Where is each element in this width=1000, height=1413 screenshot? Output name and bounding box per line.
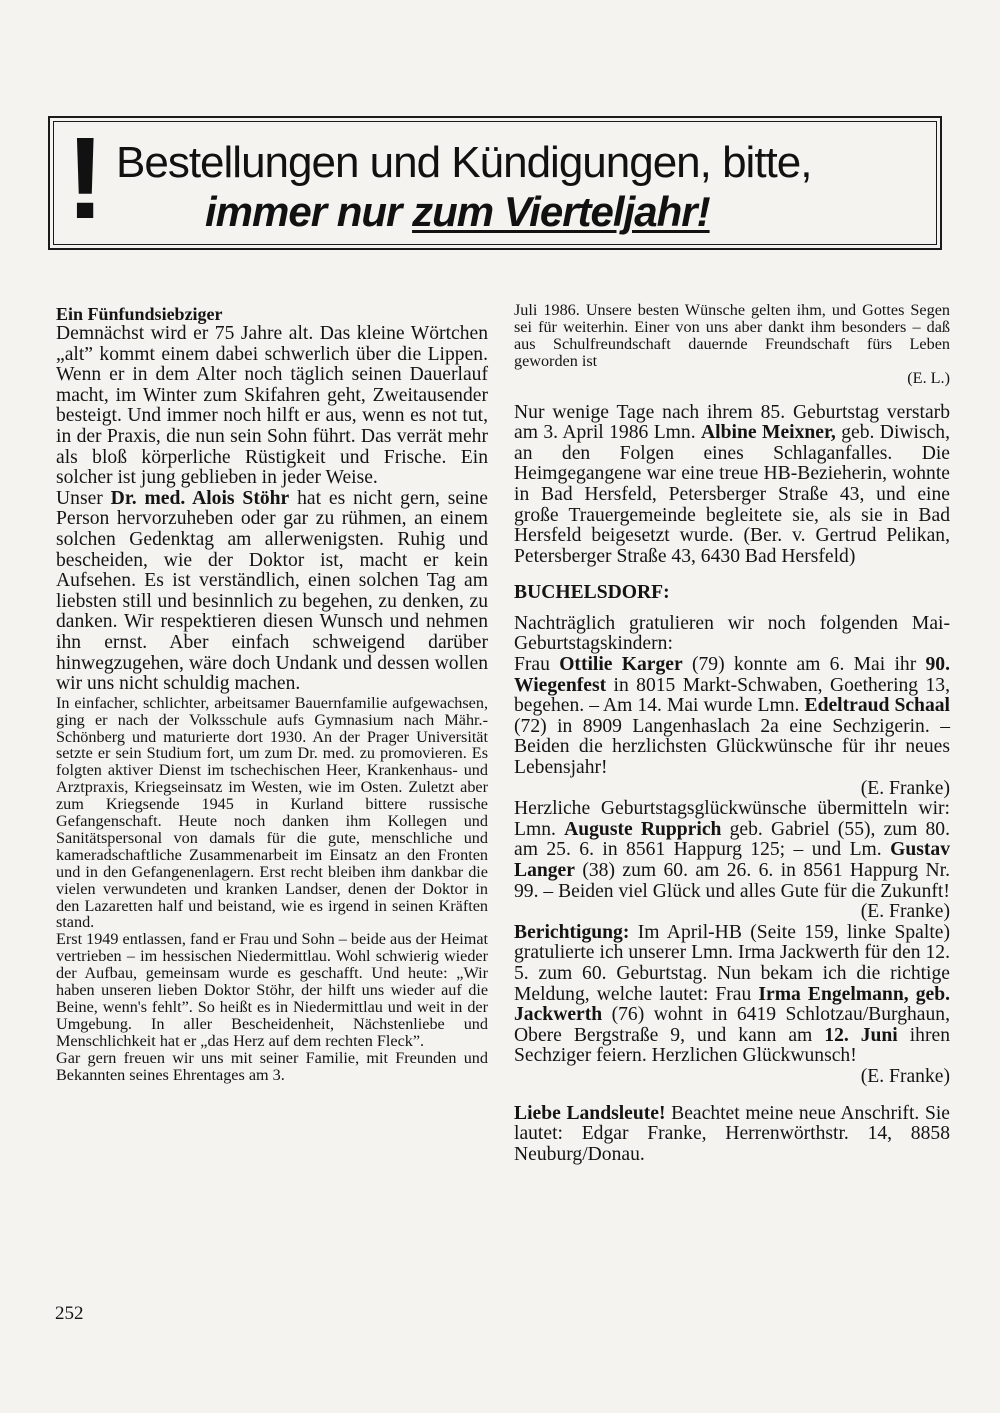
text-run: Unser [56,487,111,509]
notice-subheadline-underlined: zum Vierteljahr! [412,188,710,235]
person-name: Dr. med. Alois Stöhr [110,487,290,509]
article-title: Ein Fünfundsiebziger [56,304,223,324]
left-column [56,304,488,1084]
article-paragraph: In einfacher, schlichter, arbeitsamer Bauernfamilie aufgewachsen, ging er nach der Volksschule aufs Gymnasium nach Mähr.-Schönberg und maturierte dort 1930. An der Prager Universität setzte er sein Studium fort, um zum Dr. med. zu promovieren. Es folgten aktiver Dienst im tschechischen Heer, Krankenhaus- und Arztpraxis, Kriegseinsatz im Westen, wie im Osten. Zuletzt aber zum Kriegsende 1945 in Kurland bittere russische Gefangenschaft. Heute noch danken ihm Kollegen und Sanitätspersonal von damals für die gute, menschliche und kameradschaftliche Zusammenarbeit im Einsatz an den Fronten und in den Gefangenenlagern. Erst recht bleiben ihm dankbar die vielen verwundeten und kranken Landser, denen der Doktor in den Lazaretten half und beistand, wie es irgend in seinen Kräften stand. [56,693,488,932]
text-run: Herzliche Geburtstagsglückwünsche übermitteln wir: Lmn. [514,798,950,840]
right-column [514,302,950,1165]
birthday-paragraph [514,799,950,902]
signature: (E. Franke) [860,901,950,923]
signature: (E. L.) [907,368,950,387]
text-run: Im April-HB (Seite 159, linke Spalte) gratulierte ich unserer Lmn. Irma Jackwerth für den 12. 5. zum 60. Geburtstag. Nun bekam ich die richtige Meldung, welche lautet: Frau [514,921,950,1005]
text-run: Frau [514,654,560,676]
notice-headline: Bestellungen und Kündigungen, bitte, [116,138,812,187]
birthday-paragraph [514,655,950,779]
birthday-intro: Nachträglich gratulieren wir noch folgenden Mai-Geburtstagskindern: [514,612,950,655]
article-paragraph: Gar gern freuen wir uns mit seiner Familie, mit Freunden und Bekannten seines Ehrentages am 3. [56,1048,488,1084]
article-paragraph [56,489,488,695]
correction-label: Berichtigung: [514,921,630,943]
notice-subheadline [205,188,710,236]
signature: (E. Franke) [860,777,950,799]
text-run: (79) konnte am 6. Mai ihr [682,654,926,676]
emphasis: 12. Juni [824,1024,898,1046]
notice-subheadline-prefix: immer nur [205,188,413,235]
correction-paragraph [514,923,950,1067]
text-run: geb. Diwisch, an den Folgen eines Schlaganfalles. Die Heimgegangene war eine treue HB-Bezieherin, wohnte in Bad Hersfeld, Petersberger Straße 43, und eine große Trauergemeinde begleitete sie, als sie in Bad Hersfeld beigesetzt wurde. (Ber. v. Gertrud Pelikan, Petersberger Straße 43, 6430 Bad Hersfeld) [514,422,950,567]
person-name: Auguste Rupprich [564,818,722,840]
person-name: Irma Engelmann, geb. Jackwerth [514,983,950,1026]
exclamation-mark: ! [66,113,105,243]
emphasis: 90. Wiegenfest [514,654,950,696]
person-name: Ottilie Karger [559,654,683,676]
text-run: hat es nicht gern, seine Person hervorzuheben oder gar zu rühmen, an einem solchen Gedenktag am allerwenigsten. Ruhig und bescheiden, wie der Doktor ist, macht er kein Aufsehen. Es ist verständlich, einen solchen Tag am liebsten still und besinnlich zu begehen, zu denken, zu danken. Wir respektieren diesen Wunsch und nehmen ihn ernst. Aber einfach schweigend darüber hinwegzugehen, wäre doch Undank und dessen wollen wir uns nicht schuldig machen. [56,487,488,695]
text-run: in 8015 Markt-Schwaben, Goethering 13, begehen. – Am 14. Mai wurde Lmn. [514,674,950,717]
article-paragraph: Erst 1949 entlassen, fand er Frau und Sohn – beide aus der Heimat vertrieben – im hessischen Niedermittlau. Wohl schwierig wieder der Aufbau, gemeinsam wurde es geschafft. Und heute: „Wir haben unseren lieben Doktor Stöhr, der hilft uns wieder auf die Beine, wenn's fehlt”. So heißt es in Niedermittlau und weit in der Umgebung. In aller Bescheidenheit, Nächstenliebe und Menschlichkeit hat er „das Herz auf dem rechten Fleck”. [56,930,489,1050]
page-number: 252 [55,1303,84,1324]
text-run: (38) zum 60. am 26. 6. in 8561 Happurg Nr. 99. – Beiden viel Glück und alles Gute für die Zukunft! [514,860,950,902]
text-run: geb. Gabriel (55), zum 80. am 25. 6. in 8561 Happurg 125; – und Lm. [514,818,950,861]
article-paragraph: Demnächst wird er 75 Jahre alt. Das kleine Wörtchen „alt” kommt einem dabei schwerlich über die Lippen. Wenn er in dem Alter noch täglich seinen Dauerlauf macht, im Winter zum Skifahren geht, Zweitausender besteigt. Und immer noch hilft er aus, wenn es not tut, in der Praxis, die nun sein Sohn führt. Das verrät mehr als bloß körperliche Rüstigkeit und Frische. Ein solcher ist jung geblieben in jeder Weise. [56,323,488,489]
text-run: (72) in 8909 Langenhaslach 2a eine Sechzigerin. – Beiden die herzlichsten Glückwünsche für ihr neues Lebensjahr! [514,715,950,779]
person-name: Edeltraud Schaal [804,695,950,717]
signature: (E. Franke) [860,1065,950,1087]
text-run: Nur wenige Tage nach ihrem 85. Geburtstag verstarb am 3. April 1986 Lmn. [514,401,950,444]
address-notice [514,1104,950,1166]
person-name: Gustav Langer [514,839,950,881]
obituary-paragraph [514,403,950,568]
article-paragraph: Juli 1986. Unsere besten Wünsche gelten ihm, und Gottes Segen sei für weiterhin. Einer von uns aber dankt ihm besonders – daß aus Schulfreundschaft dauernde Freundschaft fürs Leben geworden ist [514,301,950,370]
person-name: Albine Meixner, [701,422,836,444]
text-run: Beachtet meine neue Anschrift. Sie lautet: Edgar Franke, Herrenwörthstr. 14, 8858 Neuburg/Donau. [514,1102,950,1165]
address-notice-label: Liebe Landsleute! [514,1102,666,1124]
section-heading: BUCHELSDORF: [514,582,670,604]
text-run: (76) wohnt in 6419 Schlotzau/Burghaun, Obere Bergstraße 9, und kann am [514,1004,950,1046]
text-run: ihren Sechziger feiern. Herzlichen Glückwunsch! [514,1024,950,1067]
